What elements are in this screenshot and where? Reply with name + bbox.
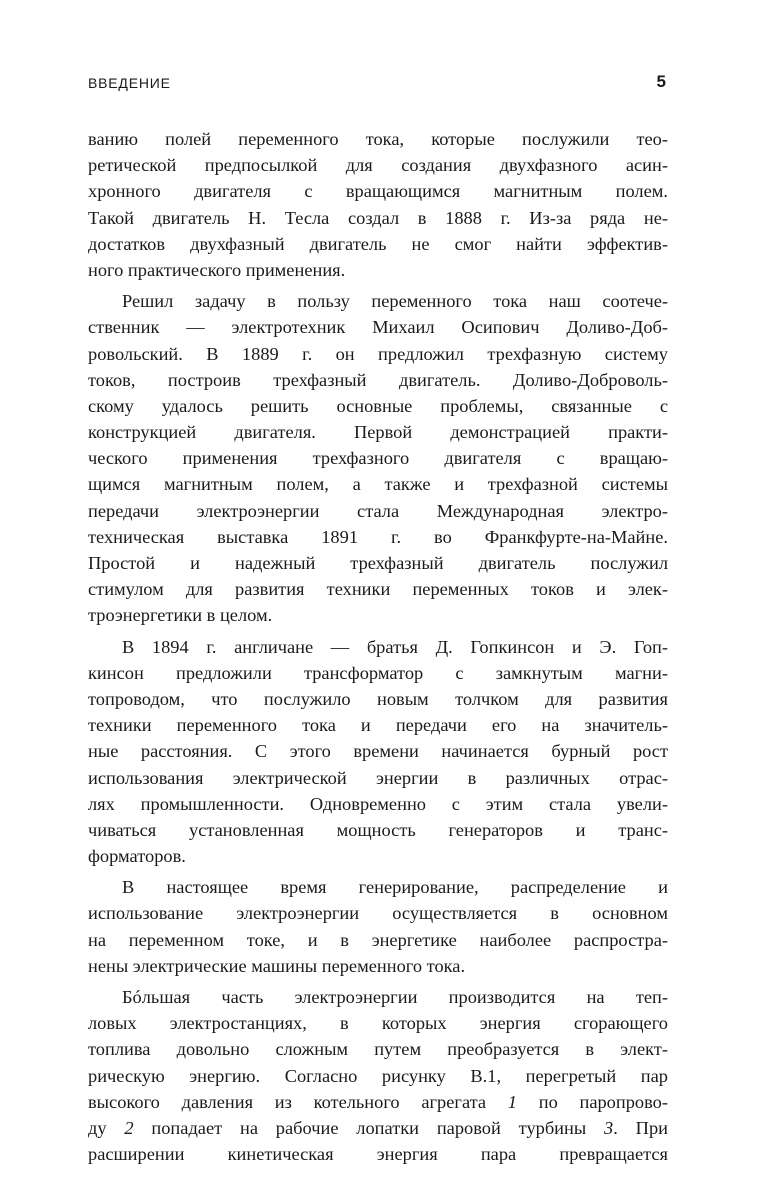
- figure-ref-number: 1: [507, 1091, 517, 1112]
- text-line: топроводом, что послужило новым толчком для развития: [88, 688, 668, 709]
- text-line: Такой двигатель Н. Тесла создал в 1888 г. Из-за ряда не-: [88, 207, 668, 228]
- text-line: кинсон предложили трансформатор с замкнутым магни-: [88, 662, 668, 683]
- text-line: ственник — электротехник Михаил Осипович Доливо-Доб-: [88, 317, 668, 338]
- text-line: Простой и надежный трехфазный двигатель послужил: [88, 553, 668, 573]
- body-text: [88, 126, 668, 1167]
- page-header: [88, 72, 666, 96]
- text-line: стимулом для развития техники переменных токов и элек-: [88, 579, 668, 600]
- text-line: [88, 1115, 668, 1141]
- text-line: топлива довольно сложным путем преобразуется в элект-: [88, 1039, 668, 1060]
- text-line: использование электроэнергии осуществляется в основном: [88, 903, 668, 924]
- text-line: на переменном токе, и в энергетике наиболее распростра-: [88, 929, 668, 950]
- text-line: достатков двухфазный двигатель не смог найти эффектив-: [88, 233, 668, 254]
- text-fragment: по паропрово-: [517, 1091, 668, 1112]
- text-line: хронного двигателя с вращающимся магнитным полем.: [88, 181, 668, 202]
- text-fragment: попадает на рабочие лопатки паровой турбины: [133, 1117, 605, 1138]
- text-line: техническая выставка 1891 г. во Франкфурте-на-Майне.: [88, 526, 668, 547]
- text-fragment: ду: [88, 1117, 125, 1138]
- figure-ref-number: 3: [604, 1117, 614, 1138]
- text-fragment: . При: [613, 1117, 668, 1138]
- text-line: [88, 1089, 668, 1115]
- text-line: щимся магнитным полем, а также и трехфазной системы: [88, 474, 668, 495]
- text-line: рическую энергию. Согласно рисунку В.1, перегретый пар: [88, 1065, 668, 1086]
- text-line: использования электрической энергии в различных отрас-: [88, 767, 668, 788]
- text-line: конструкцией двигателя. Первой демонстрацией практи-: [88, 422, 668, 443]
- text-line: ного практического применения.: [88, 259, 346, 280]
- text-line: передачи электроэнергии стала Международная электро-: [88, 500, 668, 521]
- text-line: ретической предпосылкой для создания двухфазного асин-: [88, 155, 668, 176]
- text-line: нены электрические машины переменного тока.: [88, 955, 466, 976]
- text-line: скому удалось решить основные проблемы, связанные с: [88, 395, 668, 416]
- text-line: Решил задачу в пользу переменного тока наш соотече-: [122, 291, 668, 312]
- text-line: ванию полей переменного тока, которые послужили тео-: [88, 129, 668, 149]
- running-head: ВВЕДЕНИЕ: [88, 75, 171, 91]
- page-number: 5: [656, 72, 666, 91]
- text-fragment: высокого давления из котельного агрегата: [88, 1091, 508, 1112]
- text-line: ческого применения трехфазного двигателя с вращаю-: [88, 448, 668, 469]
- figure-ref-number: 2: [124, 1117, 134, 1138]
- text-line: В настоящее время генерирование, распределение и: [122, 877, 668, 898]
- text-line: форматоров.: [88, 846, 186, 867]
- text-line: ровольский. В 1889 г. он предложил трехфазную систему: [88, 343, 668, 364]
- text-line: троэнергетики в целом.: [88, 605, 273, 626]
- text-line: ные расстояния. С этого времени начинается бурный рост: [88, 741, 668, 762]
- text-line: техники переменного тока и передачи его на значитель-: [88, 715, 668, 736]
- text-line: токов, построив трехфазный двигатель. Доливо-Доброволь-: [88, 369, 668, 390]
- text-line: ловых электростанциях, в которых энергия сгорающего: [88, 1013, 668, 1034]
- text-line: В 1894 г. англичане — братья Д. Гопкинсон и Э. Гоп-: [122, 636, 668, 657]
- text-line: лях промышленности. Одновременно с этим стала увели-: [88, 793, 668, 814]
- text-line: Бóльшая часть электроэнергии производится на теп-: [122, 987, 668, 1007]
- text-line: чиваться установленная мощность генераторов и транс-: [88, 819, 668, 840]
- text-line: расширении кинетическая энергия пара превращается: [88, 1144, 668, 1165]
